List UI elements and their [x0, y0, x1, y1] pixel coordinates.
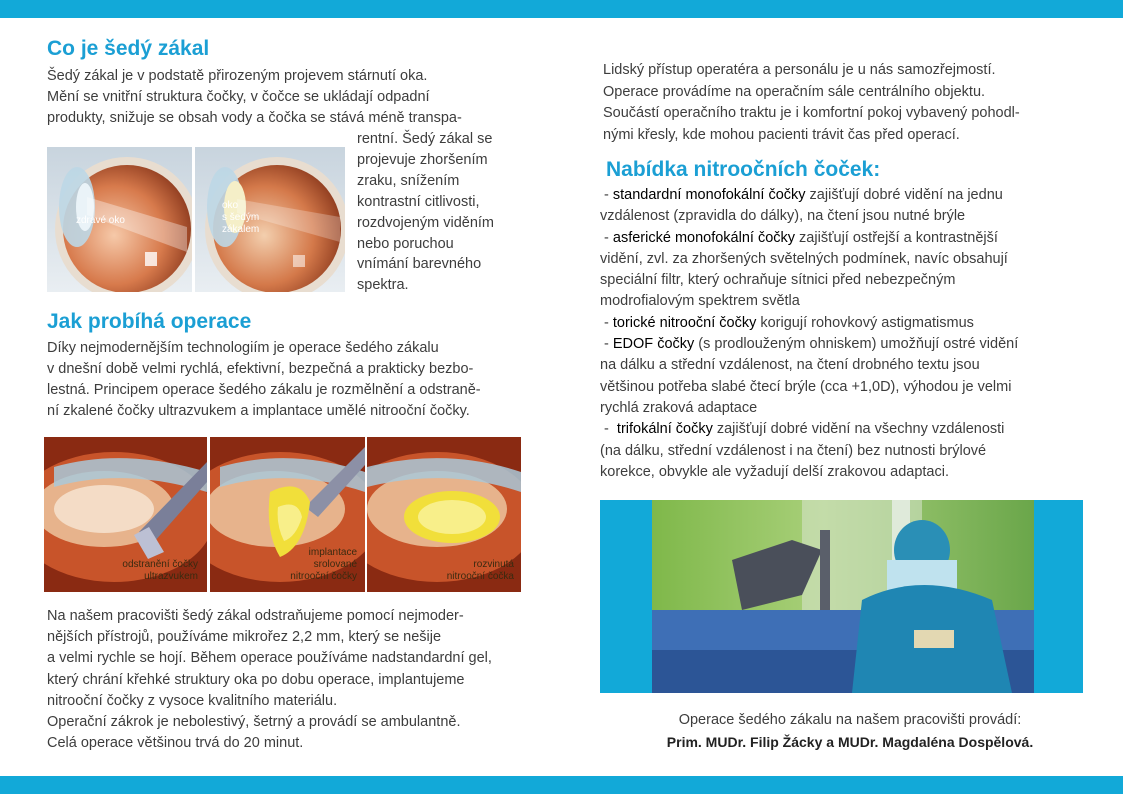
- top-accent-band: [0, 0, 1123, 18]
- text-line: nebo poruchou: [357, 235, 454, 252]
- operation-description-text: [47, 338, 481, 422]
- heading-how-operation-works: Jak probíhá operace: [47, 310, 252, 333]
- text-line: ní zkalené čočky ultrazvukem a implantace umělé nitrooční čočky.: [47, 403, 470, 419]
- text-line: v dnešní době velmi rychlá, efektivní, bezpečná a prakticky bezbo-: [47, 361, 474, 377]
- surgery-photo-frame: [600, 500, 1083, 693]
- lens-implantation-caption: implantace srolované nitrooční čočky: [290, 547, 357, 582]
- healthy-eye-caption: zdravé oko: [76, 215, 125, 226]
- list-item: - trifokální čočky zajišťují dobré vidění na všechny vzdálenosti (na dálku, střední vzdálenost i na čtení) bez nutnosti brýlové korekce, obvykle ale vyžadují delší zrakovou adaptaci.: [600, 421, 1005, 480]
- clinic-procedure-text: [47, 606, 492, 754]
- text-line: lestná. Principem operace šedého zákalu je rozmělnění a odstraně-: [47, 382, 481, 398]
- lens-offer-list: [600, 185, 1080, 483]
- text-line: Šedý zákal je v podstatě přirozeným projevem stárnutí oka.: [47, 68, 428, 84]
- text-line: který chrání křehké struktury oka po dobu operace, implantujeme: [47, 671, 465, 688]
- cataract-intro-text: [47, 66, 462, 129]
- phaco-removal-caption: odstranění čočky ultrazvukem: [122, 559, 198, 582]
- staff-approach-text: [603, 60, 1020, 147]
- text-line: kontrastní citlivosti,: [357, 193, 480, 210]
- list-item: - asferické monofokální čočky zajišťují ostřejší a kontrastnější vidění, zvl. za zhoršených světelných podmínek, navíc obsahují speciální filtr, který ochraňuje sítnici před nebezpečným modrofialovým spektrem světla: [600, 229, 1008, 310]
- text-line: Lidský přístup operatéra a personálu je u nás samozřejmostí.: [603, 62, 996, 78]
- text-line: Součástí operačního traktu je i komfortní pokoj vybavený pohodl-: [603, 105, 1020, 122]
- text-line: nějších přístrojů, používáme mikrořez 2,2 mm, který se nešije: [47, 629, 442, 646]
- surgeons-names: Prim. MUDr. Filip Žácky a MUDr. Magdaléna Dospělová.: [666, 734, 1034, 750]
- lens-type-term: trifokální čočky: [616, 421, 713, 438]
- lens-type-term: asferické monofokální čočky: [612, 229, 796, 246]
- lens-type-term: EDOF čočky: [612, 336, 695, 353]
- text-line: Operace provádíme na operačním sále centrálního objektu.: [603, 83, 986, 100]
- text-line: produkty, snižuje se obsah vody a čočka se stává méně transpa-: [47, 110, 462, 126]
- list-item: - EDOF čočky (s prodlouženým ohniskem) umožňují ostré vidění na dálku a střední vzdálenost, na čtení drobného textu jsou většinou potřeba slabé čtecí brýle (cca +1,0D), výhodou je velmi rychlá zraková adaptace: [600, 336, 1019, 416]
- cataract-symptoms-text: [357, 129, 494, 296]
- heading-what-is-cataract: Co je šedý zákal: [47, 37, 210, 60]
- text-line: Celá operace většinou trvá do 20 minut.: [47, 735, 304, 752]
- text-line: rentní. Šedý zákal se: [357, 131, 493, 147]
- surgeons-intro: Operace šedého zákalu na našem pracovišti provádí:: [678, 712, 1022, 728]
- bottom-accent-band: [0, 776, 1123, 794]
- unfolded-lens-caption: rozvinutá nitrooční čočka: [446, 559, 514, 582]
- lens-type-term: torické nitrooční čočky: [612, 314, 757, 331]
- list-item: - torické nitrooční čočky korigují rohovkový astigmatismus: [600, 314, 974, 331]
- text-line: zraku, snížením: [357, 172, 460, 189]
- text-line: nými křesly, kde mohou pacienti trávit čas před operací.: [603, 127, 960, 144]
- text-line: Mění se vnitřní struktura čočky, v čočce se ukládají odpadní: [47, 89, 430, 105]
- text-line: Díky nejmodernějším technologiím je operace šedého zákalu: [47, 340, 439, 356]
- lens-type-term: standardní monofokální čočky: [612, 187, 806, 203]
- text-line: a velmi rychle se hojí. Během operace používáme nadstandardní gel,: [47, 650, 492, 667]
- text-line: Operační zákrok je nebolestivý, šetrný a provádí se ambulantně.: [47, 714, 461, 731]
- cataract-eye-caption: oko s šedým zákalem: [222, 200, 260, 235]
- cataract-eye-image: [195, 147, 345, 292]
- text-line: rozdvojeným viděním: [357, 214, 494, 231]
- list-item: - standardní monofokální čočky zajišťují dobré vidění na jednu vzdálenost (zpravidla do dálky), na čtení jsou nutné brýle: [600, 187, 1003, 225]
- surgery-photo: [652, 500, 1034, 693]
- text-line: nitrooční čočky z vysoce kvalitního materiálu.: [47, 692, 338, 709]
- text-line: spektra.: [357, 277, 409, 294]
- text-line: Na našem pracovišti šedý zákal odstraňujeme pomocí nejmoder-: [47, 608, 464, 624]
- heading-lens-offer: Nabídka nitroočních čoček:: [606, 158, 881, 181]
- text-line: projevuje zhoršením: [357, 151, 488, 168]
- text-line: vnímání barevného: [357, 256, 482, 273]
